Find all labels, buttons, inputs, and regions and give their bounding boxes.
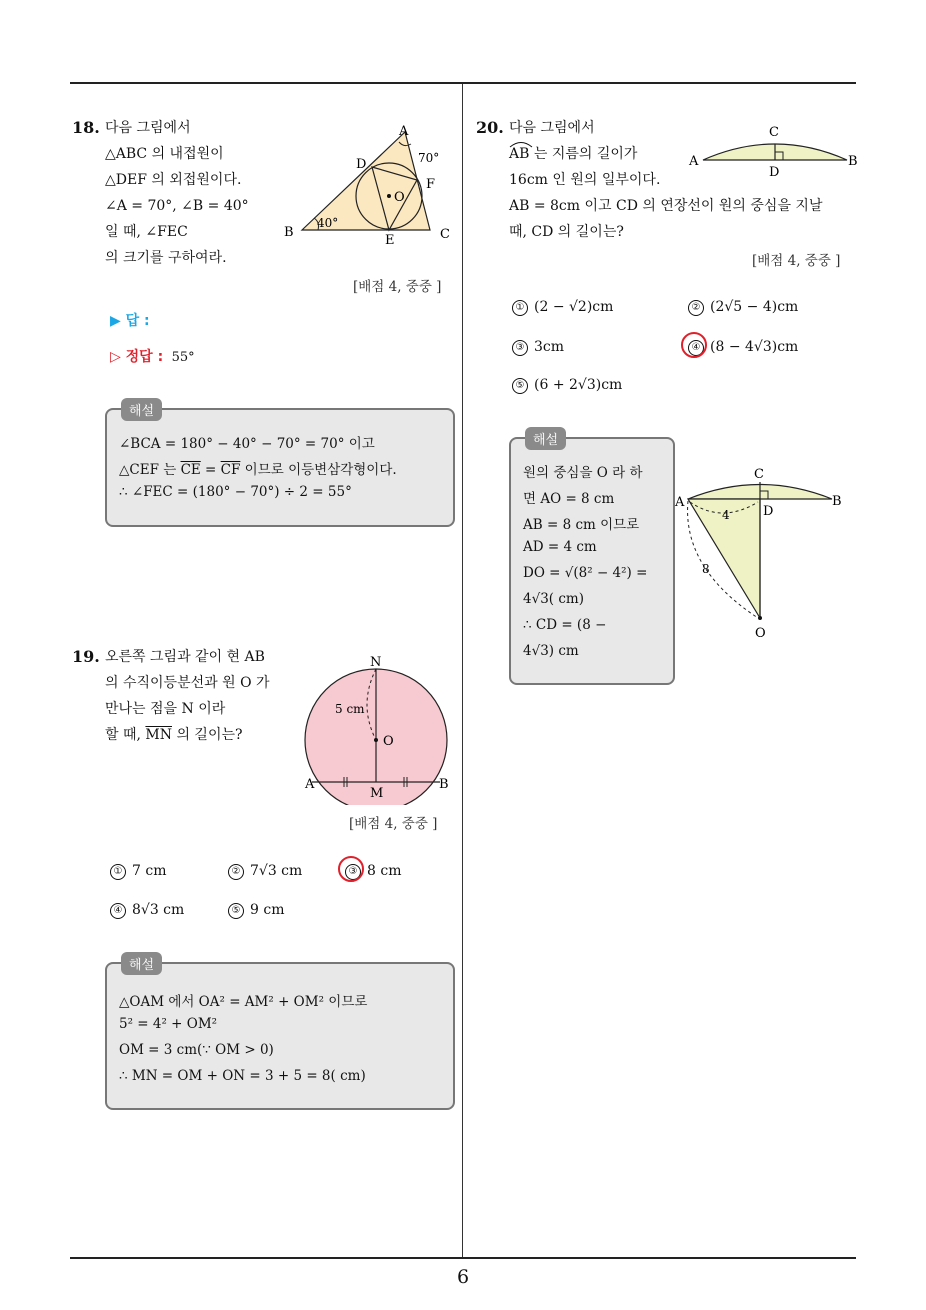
segment-mn: $\overline{MN}$ — [145, 727, 172, 743]
choice-number: ⑤ — [512, 378, 528, 394]
q19-line-3: 만나는 점을 N 이라 — [105, 701, 226, 717]
expl-line-3: ∴ ∠FEC = (180° − 70°) ÷ 2 = 55° — [119, 484, 352, 500]
center-o — [387, 194, 391, 198]
choice-text: 7 cm — [132, 863, 167, 879]
choice-text: 3cm — [534, 339, 565, 355]
q20-explanation-figure — [672, 458, 852, 643]
angle-b-label: 40° — [317, 216, 339, 230]
label-d: D — [769, 165, 780, 180]
q18-line-4: ∠A = 70°, ∠B = 40° — [105, 198, 249, 214]
q18-line-6: 의 크기를 구하여라. — [105, 250, 227, 266]
q18-line-5: 일 때, ∠FEC — [105, 224, 188, 240]
q20-choice-2[interactable] — [688, 299, 798, 316]
q19-choice-1[interactable] — [110, 863, 166, 880]
expl-line-1: ∠BCA = 180° − 40° − 70° = 70° 이고 — [119, 436, 375, 452]
expl-text: △CEF 는 — [119, 462, 181, 478]
label-c: C — [769, 125, 779, 140]
label-a: A — [305, 777, 315, 792]
expl-line-1: 원의 중심을 O 라 하 — [523, 465, 643, 481]
q20-choice-3[interactable] — [512, 339, 564, 356]
q20-figure — [685, 118, 865, 183]
q20-line-4: AB = 8cm 이고 CD 의 연장선이 원의 중심을 지날 — [509, 198, 823, 214]
label-b: B — [439, 777, 449, 792]
label-c: C — [754, 467, 764, 482]
label-o: O — [383, 734, 394, 749]
choice-text: 8√3 cm — [132, 902, 185, 918]
explanation-title: 해설 — [121, 952, 162, 975]
label-f: F — [426, 177, 436, 192]
radius-label: 5 cm — [335, 702, 365, 716]
q18-answer-row[interactable] — [110, 310, 150, 330]
label-b: B — [284, 225, 294, 240]
choice-number: ② — [228, 864, 244, 880]
q19-line-1: 오른쪽 그림과 같이 현 AB — [105, 649, 265, 665]
q20-line-2 — [509, 145, 637, 163]
label-n: N — [370, 655, 382, 670]
choice-text: (2 − √2)cm — [534, 299, 614, 315]
expl-line-2 — [119, 458, 397, 478]
expl-line-5: DO = √(8² − 4²) = — [523, 565, 648, 581]
q19-line-4 — [105, 726, 243, 744]
choice-text: 9 cm — [250, 902, 285, 918]
q18-figure — [280, 118, 460, 248]
arc-symbol — [509, 140, 533, 148]
expl-line-4: AD = 4 cm — [523, 539, 597, 555]
q18-line-1: 다음 그림에서 — [105, 120, 191, 136]
explanation-title: 해설 — [121, 398, 162, 421]
q19-number: 19. — [72, 647, 100, 666]
choice-text: 7√3 cm — [250, 863, 303, 879]
angle-a-label: 70° — [418, 151, 440, 165]
arc-ab — [509, 146, 529, 162]
q20-line-3: 16cm 인 원의 일부이다. — [509, 172, 661, 188]
choice-number: ② — [688, 300, 704, 316]
q18-number: 18. — [72, 118, 100, 137]
arc-ab-text: AB — [509, 146, 530, 162]
page-number: 6 — [456, 1266, 470, 1288]
expl-line-1: △OAM 에서 OA² = AM² + OM² 이므로 — [119, 994, 368, 1010]
expl-line-3: AB = 8 cm 이므로 — [523, 517, 640, 533]
label-b: B — [832, 494, 842, 509]
label-e: E — [385, 233, 395, 248]
explanation-title: 해설 — [525, 427, 566, 450]
q20-line-5: 때, CD 의 길이는? — [509, 224, 624, 240]
q19-text: 할 때, — [105, 727, 146, 743]
key-label: ▷ 정답 : — [110, 349, 164, 365]
segment-cf: $\overline{CF}$ — [220, 462, 241, 478]
label-d: D — [356, 157, 367, 172]
q19-text: 의 길이는? — [172, 727, 243, 743]
q19-choice-2[interactable] — [228, 863, 302, 880]
answer-label: ▶ 답 : — [110, 313, 150, 329]
q18-meta: [배점 4, 중중 ] — [353, 279, 442, 295]
expl-line-8: 4√3) cm — [523, 643, 579, 659]
label-d: D — [763, 504, 774, 519]
q20-explanation-box — [509, 433, 675, 685]
q18-line-3: △DEF 의 외접원이다. — [105, 172, 242, 188]
q20-choice-5[interactable] — [512, 377, 622, 394]
label-c: C — [440, 227, 450, 242]
length-4: 4 — [722, 508, 730, 522]
choice-text: (8 − 4√3)cm — [710, 339, 799, 355]
expl-line-2: 면 AO = 8 cm — [523, 491, 615, 507]
label-a: A — [675, 495, 685, 510]
label-o: O — [755, 626, 766, 641]
choice-number: ③ — [512, 340, 528, 356]
label-a: A — [689, 154, 699, 169]
choice-text: (6 + 2√3)cm — [534, 377, 623, 393]
q20-text: 는 지름의 길이가 — [529, 146, 638, 162]
expl-line-7: ∴ CD = (8 − — [523, 617, 607, 633]
q18-key-row — [110, 346, 195, 366]
q20-line-1: 다음 그림에서 — [509, 120, 595, 136]
center-o — [758, 616, 762, 620]
label-b: B — [848, 154, 858, 169]
q20-correct-mark — [681, 332, 707, 358]
column-divider — [462, 84, 463, 1257]
bottom-rule — [70, 1257, 856, 1259]
expl-line-6: 4√3( cm) — [523, 591, 584, 607]
center-o — [374, 738, 378, 742]
q19-choice-4[interactable] — [110, 902, 184, 919]
q19-correct-mark — [338, 856, 364, 882]
length-8: 8 — [702, 562, 710, 576]
choice-number: ⑤ — [228, 903, 244, 919]
choice-number: ① — [110, 864, 126, 880]
q19-figure — [300, 650, 460, 805]
top-rule — [70, 82, 856, 84]
expl-text: = — [200, 462, 221, 478]
segment-ce: $\overline{CE}$ — [180, 462, 201, 478]
choice-text: 8 cm — [367, 863, 402, 879]
label-m: M — [370, 786, 384, 801]
q20-choice-1[interactable] — [512, 299, 613, 316]
choice-number: ① — [512, 300, 528, 316]
label-a: A — [399, 124, 409, 139]
q19-line-2: 의 수직이등분선과 원 O 가 — [105, 675, 270, 691]
expl-text: 이므로 이등변삼각형이다. — [240, 462, 397, 478]
key-value: 55° — [171, 350, 195, 365]
q20-number: 20. — [476, 118, 504, 137]
expl-line-3: OM = 3 cm(∵ OM > 0) — [119, 1042, 274, 1058]
q19-choice-5[interactable] — [228, 902, 284, 919]
q19-explanation-box — [105, 958, 455, 1110]
choice-number: ④ — [110, 903, 126, 919]
choice-number: ③ — [345, 864, 361, 880]
q20-meta: [배점 4, 중중 ] — [752, 253, 841, 269]
q18-line-2: △ABC 의 내접원이 — [105, 146, 224, 162]
q19-meta: [배점 4, 중중 ] — [349, 816, 438, 832]
choice-text: (2√5 − 4)cm — [710, 299, 799, 315]
label-o: O — [394, 190, 405, 205]
choice-number: ④ — [688, 340, 704, 356]
q18-explanation-box — [105, 404, 455, 527]
expl-line-4: ∴ MN = OM + ON = 3 + 5 = 8( cm) — [119, 1068, 366, 1084]
expl-line-2: 5² = 4² + OM² — [119, 1016, 218, 1032]
